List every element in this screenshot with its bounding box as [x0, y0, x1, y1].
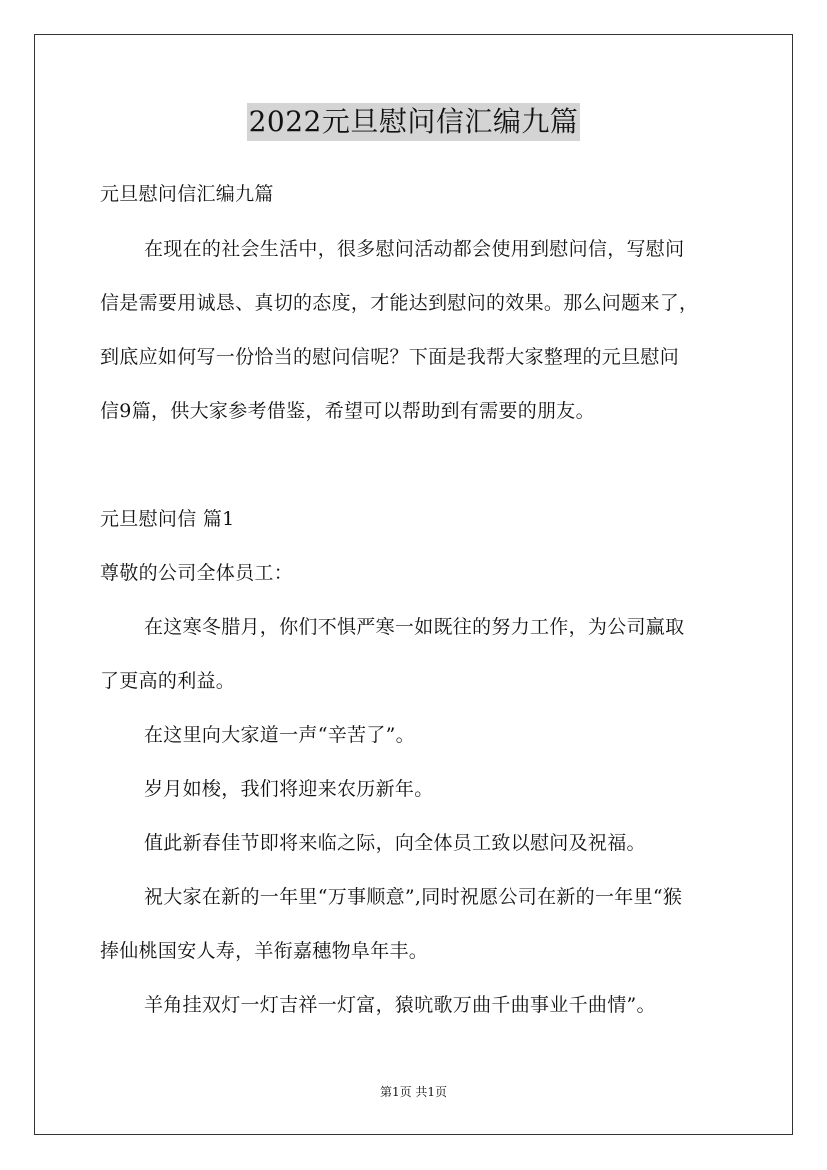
intro-line-4: 信9篇，供大家参考借鉴，希望可以帮助到有需要的朋友。: [100, 400, 595, 422]
body-line-7: 捧仙桃国安人寿，羊衔嘉穗物阜年丰。: [100, 940, 429, 962]
body-line-1: 在这寒冬腊月，你们不惧严寒一如既往的努力工作，为公司赢取: [144, 616, 685, 638]
intro-line-1: 在现在的社会生活中，很多慰问活动都会使用到慰问信，写慰问: [144, 238, 685, 260]
body-line-3: 在这里向大家道一声“辛苦了”。: [144, 724, 415, 746]
body-line-4: 岁月如梭，我们将迎来农历新年。: [144, 778, 434, 800]
salutation: 尊敬的公司全体员工：: [100, 562, 294, 584]
body-line-2: 了更高的利益。: [100, 670, 236, 692]
body-line-5: 值此新春佳节即将来临之际，向全体员工致以慰问及祝福。: [144, 832, 646, 854]
title-container: [0, 103, 827, 141]
intro-line-2: 信是需要用诚恳、真切的态度，才能达到慰问的效果。那么问题来了，: [100, 292, 699, 314]
body-line-6: 祝大家在新的一年里“万事顺意”,同时祝愿公司在新的一年里“猴: [144, 886, 683, 908]
document-title: 2022元旦慰问信汇编九篇: [247, 103, 581, 141]
intro-line-3: 到底应如何写一份恰当的慰问信呢？下面是我帮大家整理的元旦慰问: [100, 346, 680, 368]
page-footer: 第1页 共1页: [379, 1085, 448, 1099]
document-subtitle: 元旦慰问信汇编九篇: [100, 183, 274, 205]
body-line-8: 羊角挂双灯一灯吉祥一灯富，猿吭歌万曲千曲事业千曲情”。: [144, 994, 656, 1016]
section-heading: 元旦慰问信 篇1: [100, 508, 235, 530]
